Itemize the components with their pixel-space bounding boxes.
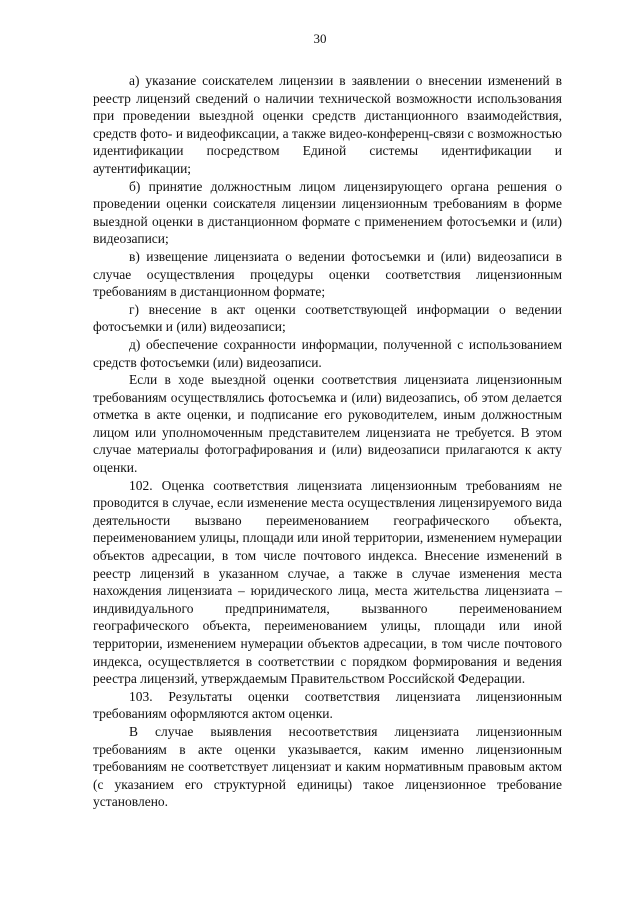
paragraph-item-b: б) принятие должностным лицом лицензирующего органа решения о проведении оценки соискателя лицензии лицензионным требованиям в форме выездной оценки в дистанционном формате с применением фотосъемки и (или) видеозаписи; — [93, 178, 562, 247]
paragraph-102: 102. Оценка соответствия лицензиата лицензионным требованиям не проводится в случае, если изменение места осуществления лицензируемого вида деятельности вызвано переименованием географического объекта, переименованием улицы, площади или иной территории, изменением нумерации объектов адресации, в том числе почтового индекса. Внесение изменений в реестр лицензий в указанном случае, а также в случае изменения места нахождения лицензиата – юридического лица, места жительства лицензиата – индивидуального предпринимателя, вызванного переименованием географического объекта, переименованием улицы, площади или иной территории, изменением нумерации объектов адресации, в том числе почтового индекса, осуществляется в соответствии с порядком формирования и ведения реестра лицензий, утверждаемым Правительством Российской Федерации. — [93, 477, 562, 687]
page-number: 30 — [313, 31, 327, 46]
paragraph-nonconformity: В случае выявления несоответствия лицензиата лицензионным требованиям в акте оценки указывается, каким именно лицензионным требованиям не соответствует лицензиат и каким нормативным правовым актом (с указанием его структурной единицы) такое лицензионное требование установлено. — [93, 723, 562, 810]
paragraph-item-a: а) указание соискателем лицензии в заявлении о внесении изменений в реестр лицензий сведений о наличии технической возможности использования при проведении выездной оценки средств дистанционного взаимодействия, средств фото- и видеофиксации, а также видео-конференц-связи с возможностью идентификации посредством Единой системы идентификации и аутентификации; — [93, 73, 562, 176]
paragraph-photo-video-note: Если в ходе выездной оценки соответствия лицензиата лицензионным требованиям осуществлялись фотосъемка и (или) видеозапись, об этом делается отметка в акте оценки, и подписание его руководителем, иным должностным лицом или уполномоченным представителем лицензиата не требуется. В этом случае материалы фотографирования и (или) видеозаписи прилагаются к акту оценки. — [93, 372, 562, 476]
paragraph-item-d: д) обеспечение сохранности информации, полученной с использованием средств фотосъемки (или) видеозаписи. — [93, 336, 562, 370]
paragraph-103: 103. Результаты оценки соответствия лицензиата лицензионным требованиям оформляются актом оценки. — [93, 688, 562, 722]
paragraph-item-g: г) внесение в акт оценки соответствующей информации о ведении фотосъемки и (или) видеозаписи; — [93, 301, 562, 335]
paragraph-item-v: в) извещение лицензиата о ведении фотосъемки и (или) видеозаписи в случае осуществления процедуры оценки соответствия лицензионным требованиям в дистанционном формате; — [93, 248, 562, 300]
document-body — [93, 72, 562, 811]
